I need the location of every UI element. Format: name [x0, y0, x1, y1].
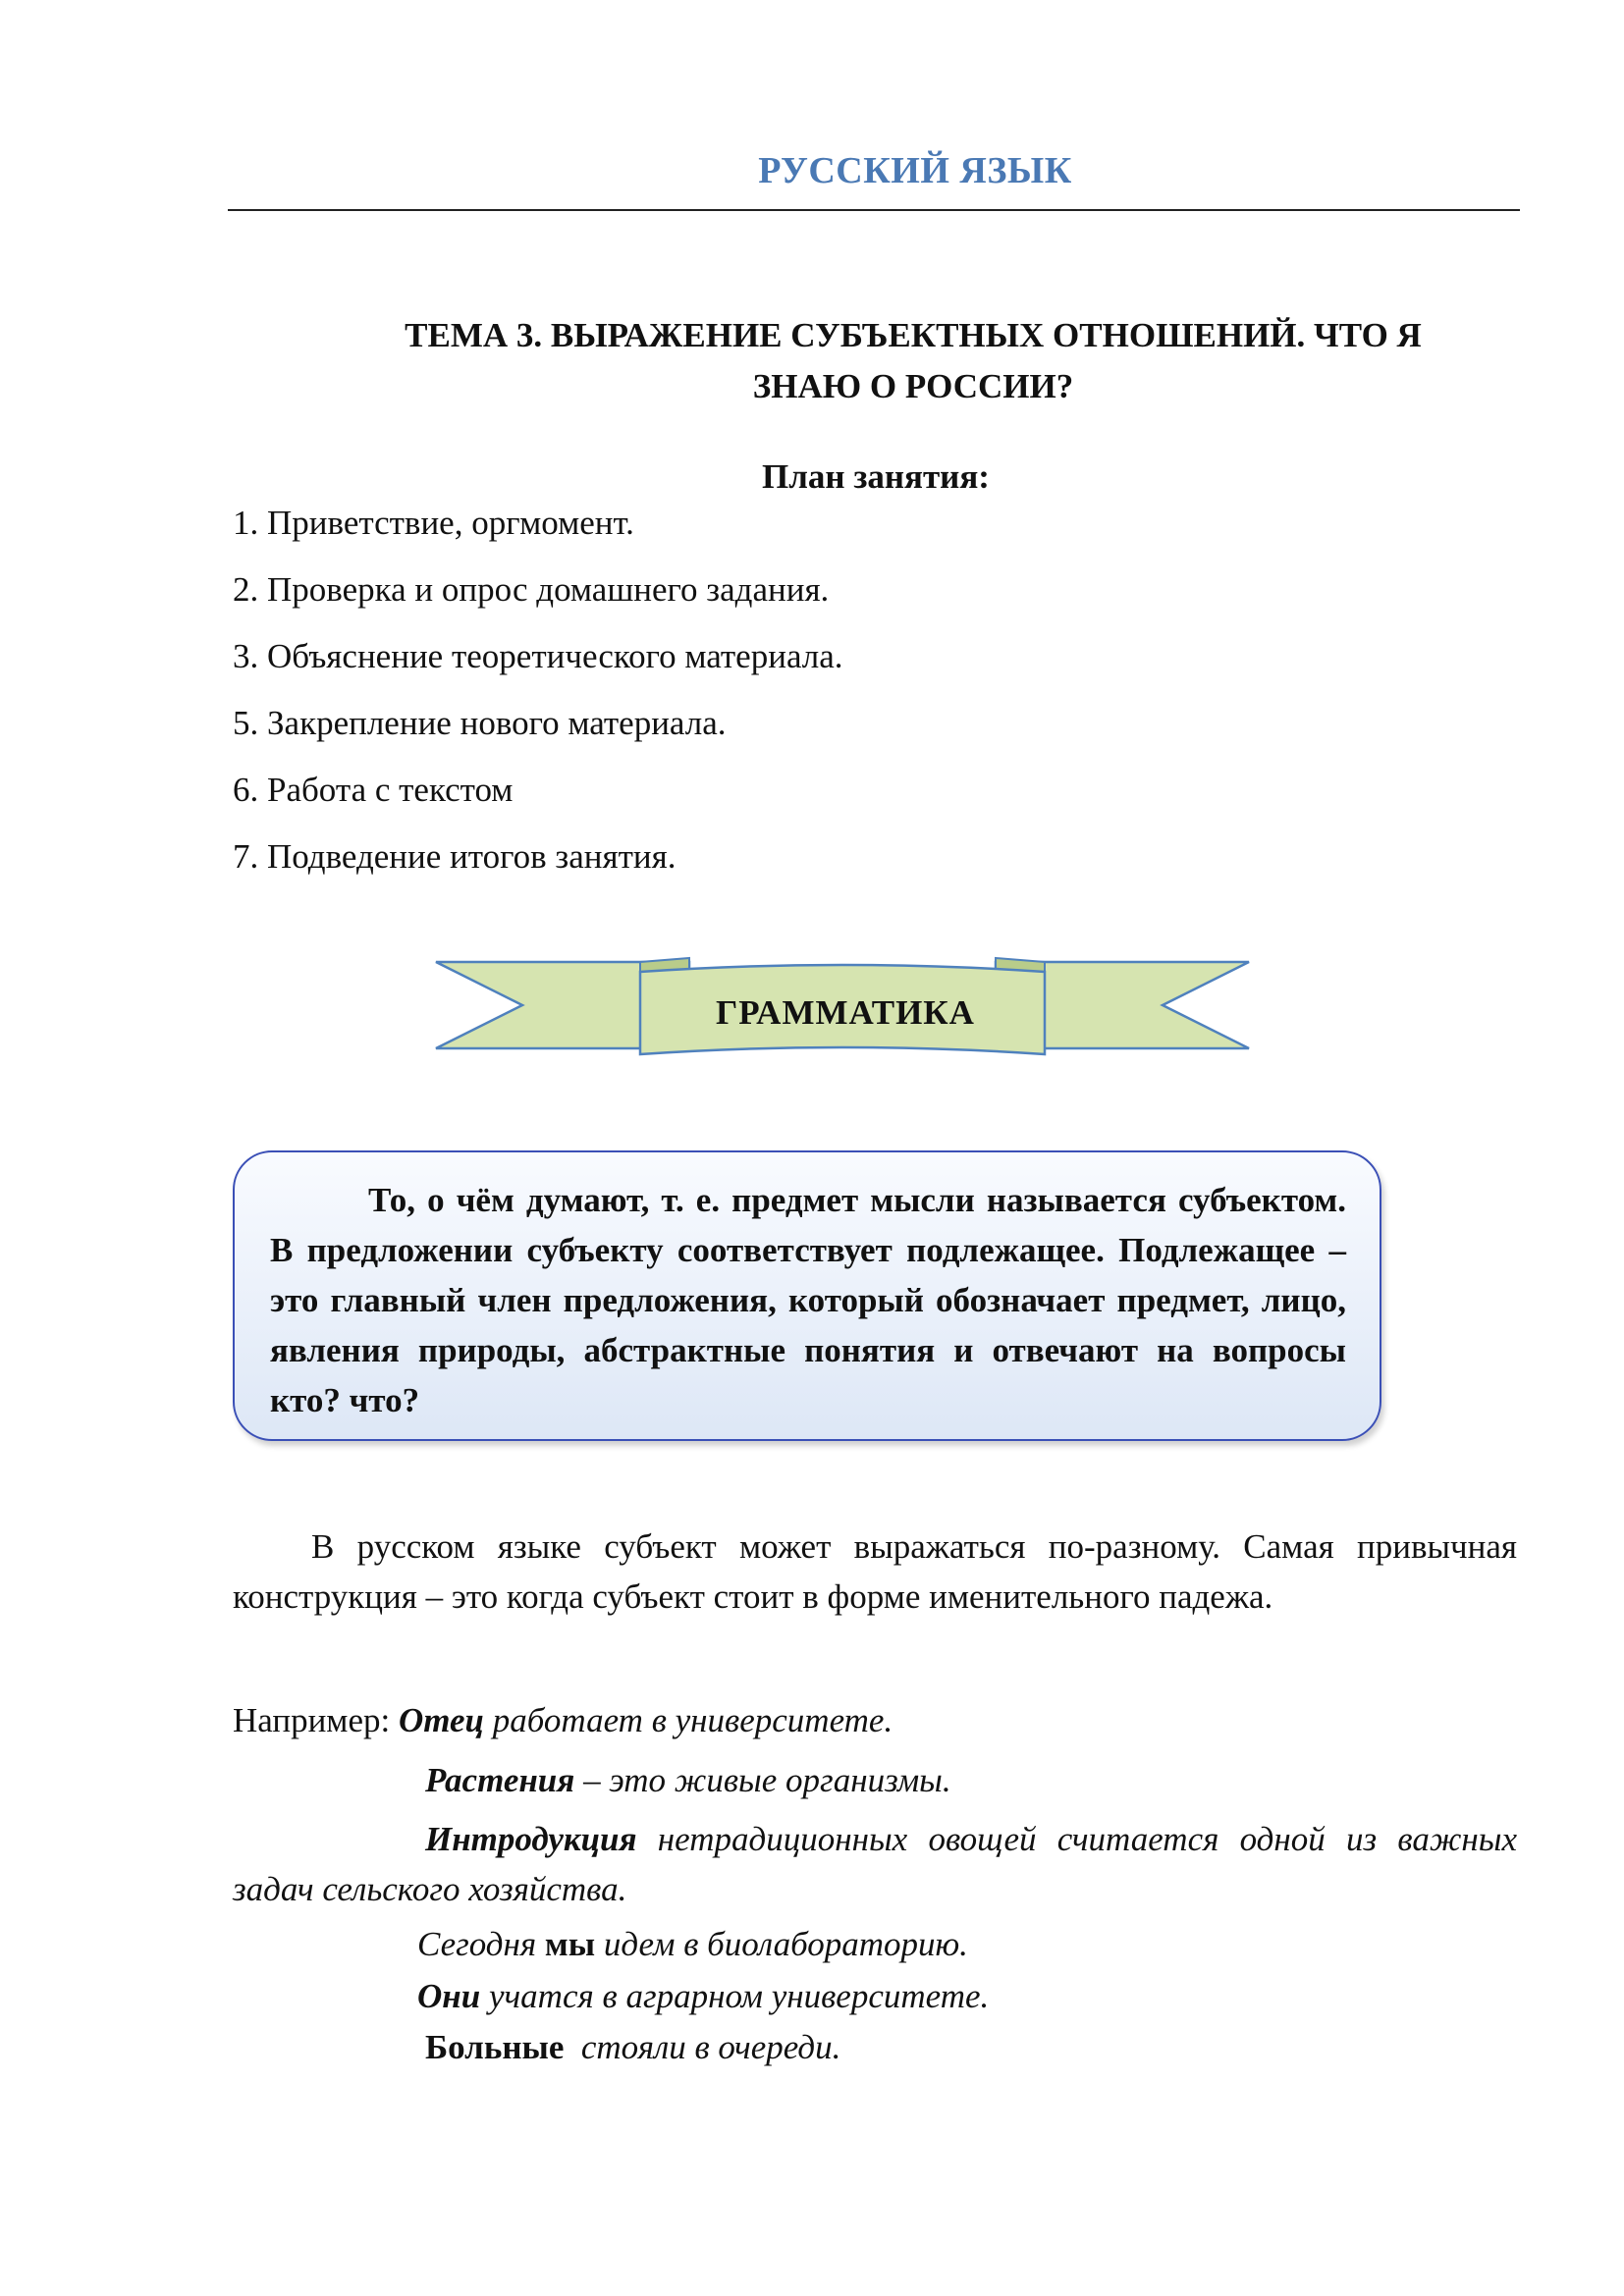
topic-title-line-2: ЗНАЮ О РОССИИ?	[752, 367, 1074, 405]
example-rest: идем в биолабораторию.	[595, 1925, 968, 1963]
example-1	[233, 1695, 893, 1745]
plan-item: 7. Подведение итогов занятия.	[233, 837, 677, 876]
plan-heading: План занятия:	[762, 457, 990, 496]
intro-paragraph: В русском языке субъект может выражаться по-разному. Самая привычная конструкция – это когда субъект стоит в форме именительного падежа.	[233, 1527, 1517, 1616]
plan-item: 1. Приветствие, оргмомент.	[233, 504, 634, 542]
example-lead: Например:	[233, 1701, 399, 1739]
plan-list	[233, 503, 1411, 903]
example-rest: стояли в очереди.	[564, 2028, 841, 2066]
example-2	[425, 1755, 951, 1805]
plan-item: 6. Работа с текстом	[233, 771, 514, 809]
example-rest: учатся в аграрном университете.	[480, 1977, 990, 2015]
header-rule	[228, 209, 1520, 211]
example-5	[417, 1971, 989, 2021]
example-3	[233, 1814, 1517, 1914]
example-subject: Они	[417, 1977, 481, 2015]
example-6	[425, 2022, 840, 2072]
example-subject: Растения	[425, 1761, 575, 1799]
grammar-banner-label: ГРАММАТИКА	[716, 993, 975, 1032]
example-subject: Отец	[398, 1701, 485, 1739]
example-subject: мы	[544, 1925, 596, 1963]
example-rest: работает в университете.	[484, 1701, 893, 1739]
page-header-title: РУССКИЙ ЯЗЫК	[758, 150, 1072, 191]
topic-title-line-1: ТЕМА 3. ВЫРАЖЕНИЕ СУБЪЕКТНЫХ ОТНОШЕНИЙ. ЧТО Я	[405, 316, 1422, 354]
example-before: Сегодня	[417, 1925, 545, 1963]
example-rest: нетрадиционных овощей считается одной из важных задач сельского хозяйства.	[233, 1820, 1517, 1908]
plan-item: 2. Проверка и опрос домашнего задания.	[233, 570, 830, 609]
example-rest: – это живые организмы.	[574, 1761, 951, 1799]
example-subject: Больные	[425, 2028, 565, 2066]
plan-item: 3. Объяснение теоретического материала.	[233, 637, 843, 675]
grammar-rule-text: То, о чём думают, т. е. предмет мысли называется субъектом. В предложении субъекту соответствует подлежащее. Подлежащее – это главный член предложения, который обозначает предмет, лицо, явления природы, абстрактные понятия и отвечают на вопросы кто? что?	[270, 1181, 1346, 1419]
topic-title	[324, 310, 1502, 412]
example-4	[417, 1919, 968, 1969]
plan-item: 5. Закрепление нового материала.	[233, 704, 727, 742]
example-subject: Интродукция	[425, 1820, 637, 1858]
